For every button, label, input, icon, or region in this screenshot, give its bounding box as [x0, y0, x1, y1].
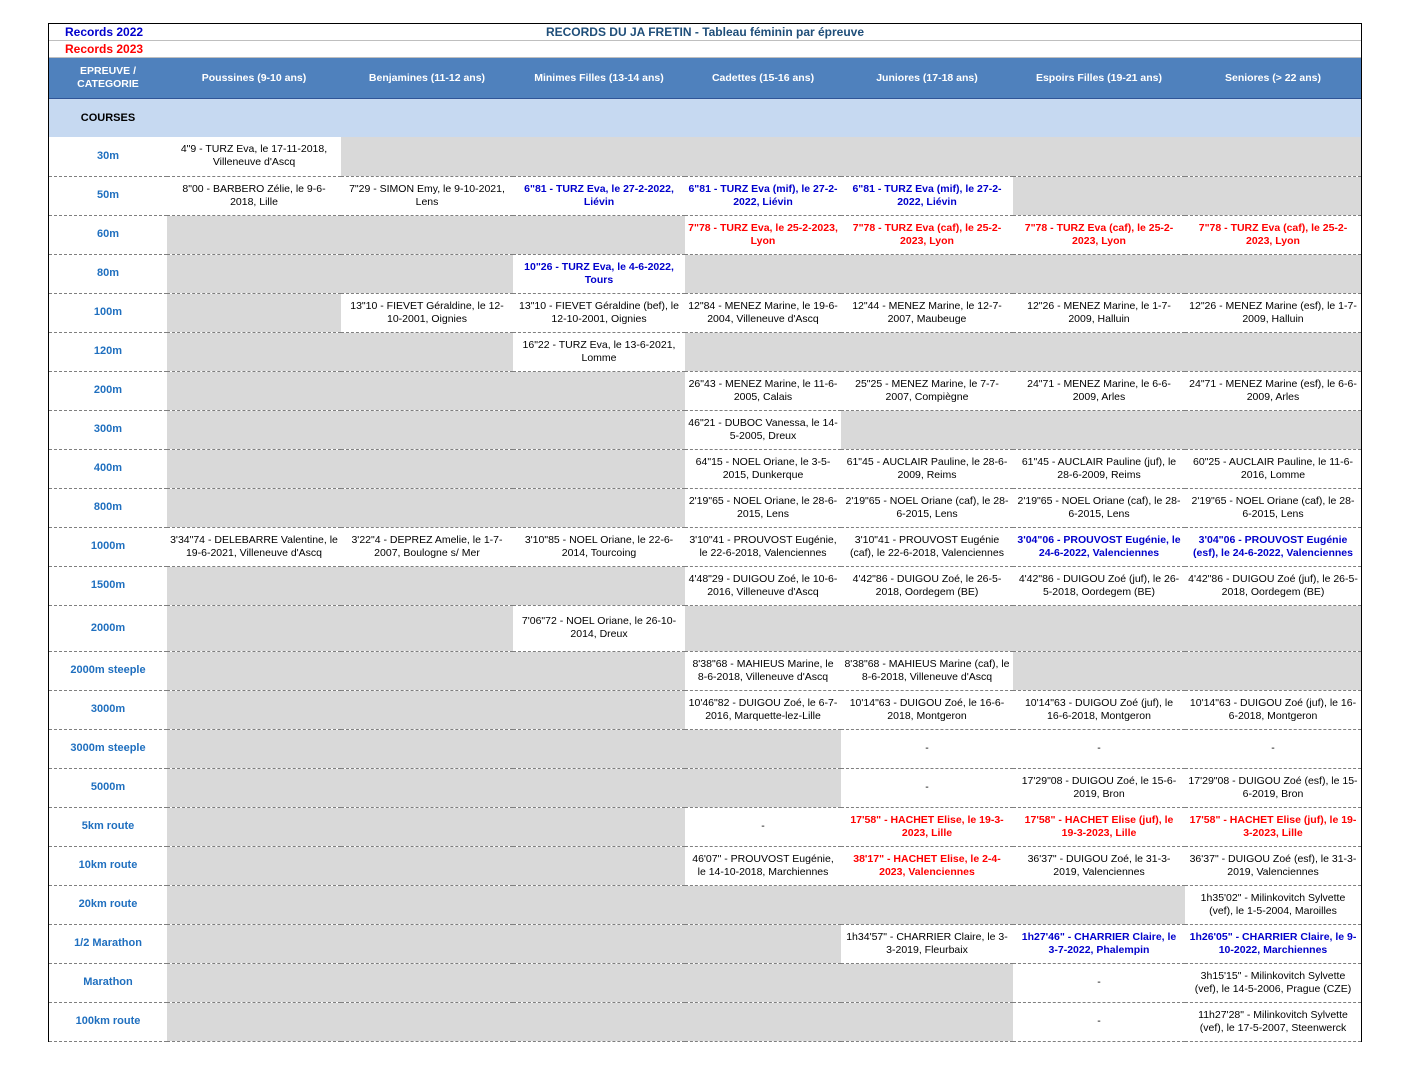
header-category: Poussines (9-10 ans) [167, 58, 341, 99]
record-cell: 4'42"86 - DUIGOU Zoé (juf), le 26-5-2018, Oordegem (BE) [1185, 566, 1361, 605]
record-cell: 3'04"06 - PROUVOST Eugénie, le 24-6-2022, Valenciennes [1013, 527, 1185, 566]
records-table [49, 58, 1361, 1042]
record-cell: 6"81 - TURZ Eva (mif), le 27-2-2022, Liévin [841, 176, 1013, 215]
record-cell: 13"10 - FIEVET Géraldine (bef), le 12-10-2001, Oignies [513, 293, 685, 332]
record-cell: 2'19"65 - NOEL Oriane, le 28-6-2015, Lens [685, 488, 841, 527]
title-row [49, 24, 1361, 41]
empty-cell [1185, 651, 1361, 690]
empty-cell [1013, 176, 1185, 215]
record-cell: 3h15'15" - Milinkovitch Sylvette (vef), le 14-5-2006, Prague (CZE) [1185, 963, 1361, 1002]
record-cell: 12"26 - MENEZ Marine (esf), le 1-7-2009, Halluin [1185, 293, 1361, 332]
event-name: 60m [49, 215, 167, 254]
event-row [49, 332, 1361, 371]
event-row [49, 885, 1361, 924]
empty-cell [341, 690, 513, 729]
header-row [49, 58, 1361, 99]
record-cell: - [685, 807, 841, 846]
empty-cell [341, 924, 513, 963]
header-category: Juniores (17-18 ans) [841, 58, 1013, 99]
empty-cell [513, 807, 685, 846]
empty-cell [513, 566, 685, 605]
event-name: 800m [49, 488, 167, 527]
empty-cell [167, 924, 341, 963]
empty-cell [685, 885, 841, 924]
event-name: 3000m [49, 690, 167, 729]
event-row [49, 846, 1361, 885]
record-cell: 36'37" - DUIGOU Zoé, le 31-3-2019, Valenciennes [1013, 846, 1185, 885]
record-cell: 3'34"74 - DELEBARRE Valentine, le 19-6-2021, Villeneuve d'Ascq [167, 527, 341, 566]
record-cell: 8"00 - BARBERO Zélie, le 9-6-2018, Lille [167, 176, 341, 215]
empty-cell [167, 963, 341, 1002]
event-name: 1000m [49, 527, 167, 566]
empty-cell [841, 332, 1013, 371]
record-cell: 3'10"41 - PROUVOST Eugénie, le 22-6-2018, Valenciennes [685, 527, 841, 566]
record-cell: 10'14"63 - DUIGOU Zoé, le 16-6-2018, Montgeron [841, 690, 1013, 729]
records-sheet [48, 23, 1362, 1042]
record-cell: 7"78 - TURZ Eva, le 25-2-2023, Lyon [685, 215, 841, 254]
empty-cell [1013, 254, 1185, 293]
record-cell: 17'58" - HACHET Elise, le 19-3-2023, Lille [841, 807, 1013, 846]
event-name: 5km route [49, 807, 167, 846]
section-courses: COURSES [49, 99, 167, 138]
record-cell: 61"45 - AUCLAIR Pauline (juf), le 28-6-2009, Reims [1013, 449, 1185, 488]
empty-cell [513, 690, 685, 729]
record-cell: 60"25 - AUCLAIR Pauline, le 11-6-2016, Lomme [1185, 449, 1361, 488]
record-cell: 17'29"08 - DUIGOU Zoé, le 15-6-2019, Bron [1013, 768, 1185, 807]
empty-cell [1013, 332, 1185, 371]
empty-cell [1185, 137, 1361, 176]
empty-cell [167, 768, 341, 807]
empty-cell [341, 1002, 513, 1041]
header-category: Cadettes (15-16 ans) [685, 58, 841, 99]
legend-records-2023: Records 2023 [65, 42, 144, 56]
empty-cell [341, 605, 513, 651]
empty-cell [841, 137, 1013, 176]
empty-cell [513, 651, 685, 690]
header-category: Seniores (> 22 ans) [1185, 58, 1361, 99]
empty-cell [167, 729, 341, 768]
record-cell: 7'06"72 - NOEL Oriane, le 26-10-2014, Dreux [513, 605, 685, 651]
empty-cell [513, 488, 685, 527]
event-name: 3000m steeple [49, 729, 167, 768]
empty-cell [841, 1002, 1013, 1041]
empty-cell [341, 807, 513, 846]
event-row [49, 137, 1361, 176]
event-name: 2000m steeple [49, 651, 167, 690]
empty-cell [167, 1002, 341, 1041]
section-row [49, 99, 1361, 138]
event-row [49, 488, 1361, 527]
event-row [49, 768, 1361, 807]
empty-cell [167, 690, 341, 729]
record-cell: 1h34'57" - CHARRIER Claire, le 3-3-2019, Fleurbaix [841, 924, 1013, 963]
record-cell: - [841, 768, 1013, 807]
empty-cell [167, 605, 341, 651]
record-cell: - [1013, 963, 1185, 1002]
empty-cell [685, 332, 841, 371]
empty-cell [513, 885, 685, 924]
empty-cell [513, 924, 685, 963]
event-row [49, 254, 1361, 293]
record-cell: 17'58" - HACHET Elise (juf), le 19-3-2023, Lille [1185, 807, 1361, 846]
event-row [49, 410, 1361, 449]
record-cell: 64"15 - NOEL Oriane, le 3-5-2015, Dunkerque [685, 449, 841, 488]
record-cell: 3'10"85 - NOEL Oriane, le 22-6-2014, Tourcoing [513, 527, 685, 566]
empty-cell [167, 566, 341, 605]
empty-cell [1185, 605, 1361, 651]
event-name: 1500m [49, 566, 167, 605]
empty-cell [167, 846, 341, 885]
empty-cell [513, 449, 685, 488]
record-cell: 46'07" - PROUVOST Eugénie, le 14-10-2018, Marchiennes [685, 846, 841, 885]
header-category: Espoirs Filles (19-21 ans) [1013, 58, 1185, 99]
empty-cell [1013, 605, 1185, 651]
legend-records-2022: Records 2022 [65, 25, 144, 39]
event-row [49, 924, 1361, 963]
empty-cell [841, 254, 1013, 293]
empty-cell [1013, 410, 1185, 449]
record-cell: - [1013, 729, 1185, 768]
empty-cell [685, 729, 841, 768]
event-row [49, 729, 1361, 768]
header-category: Minimes Filles (13-14 ans) [513, 58, 685, 99]
event-row [49, 807, 1361, 846]
record-cell: 8'38"68 - MAHIEUS Marine (caf), le 8-6-2018, Villeneuve d'Ascq [841, 651, 1013, 690]
empty-cell [167, 651, 341, 690]
record-cell: 17'29"08 - DUIGOU Zoé (esf), le 15-6-2019, Bron [1185, 768, 1361, 807]
empty-cell [341, 566, 513, 605]
empty-cell [341, 885, 513, 924]
record-cell: 8'38"68 - MAHIEUS Marine, le 8-6-2018, Villeneuve d'Ascq [685, 651, 841, 690]
empty-cell [1185, 176, 1361, 215]
record-cell: 10'14"63 - DUIGOU Zoé (juf), le 16-6-2018, Montgeron [1013, 690, 1185, 729]
event-name: 1/2 Marathon [49, 924, 167, 963]
record-cell: 1h26'05" - CHARRIER Claire, le 9-10-2022, Marchiennes [1185, 924, 1361, 963]
event-row [49, 605, 1361, 651]
record-cell: 38'17" - HACHET Elise, le 2-4-2023, Valenciennes [841, 846, 1013, 885]
empty-cell [341, 729, 513, 768]
empty-cell [685, 254, 841, 293]
empty-cell [341, 846, 513, 885]
header-epreuve-categorie: EPREUVE / CATEGORIE [49, 58, 167, 99]
record-cell: 4'42"86 - DUIGOU Zoé, le 26-5-2018, Oordegem (BE) [841, 566, 1013, 605]
record-cell: 7"78 - TURZ Eva (caf), le 25-2-2023, Lyon [1013, 215, 1185, 254]
empty-cell [341, 449, 513, 488]
record-cell: 1h27'46" - CHARRIER Claire, le 3-7-2022, Phalempin [1013, 924, 1185, 963]
record-cell: 4"9 - TURZ Eva, le 17-11-2018, Villeneuve d'Ascq [167, 137, 341, 176]
empty-cell [685, 924, 841, 963]
empty-cell [341, 488, 513, 527]
record-cell: 2'19"65 - NOEL Oriane (caf), le 28-6-2015, Lens [841, 488, 1013, 527]
empty-cell [513, 963, 685, 1002]
empty-cell [167, 488, 341, 527]
empty-cell [513, 215, 685, 254]
record-cell: 36'37" - DUIGOU Zoé (esf), le 31-3-2019, Valenciennes [1185, 846, 1361, 885]
empty-cell [1013, 137, 1185, 176]
record-cell: - [841, 729, 1013, 768]
record-cell: - [1185, 729, 1361, 768]
record-cell: 3'04"06 - PROUVOST Eugénie (esf), le 24-6-2022, Valenciennes [1185, 527, 1361, 566]
empty-cell [513, 371, 685, 410]
record-cell: 24"71 - MENEZ Marine, le 6-6-2009, Arles [1013, 371, 1185, 410]
empty-cell [513, 768, 685, 807]
empty-cell [341, 651, 513, 690]
event-row [49, 371, 1361, 410]
record-cell: 10'46"82 - DUIGOU Zoé, le 6-7-2016, Marquette-lez-Lille [685, 690, 841, 729]
record-cell: 1h35'02" - Milinkovitch Sylvette (vef), le 1-5-2004, Maroilles [1185, 885, 1361, 924]
event-name: 10km route [49, 846, 167, 885]
section-fill [167, 99, 1361, 138]
empty-cell [513, 729, 685, 768]
empty-cell [1185, 254, 1361, 293]
empty-cell [167, 885, 341, 924]
record-cell: 12"26 - MENEZ Marine, le 1-7-2009, Halluin [1013, 293, 1185, 332]
event-row [49, 527, 1361, 566]
header-category: Benjamines (11-12 ans) [341, 58, 513, 99]
empty-cell [167, 410, 341, 449]
empty-cell [341, 332, 513, 371]
empty-cell [341, 410, 513, 449]
event-name: 200m [49, 371, 167, 410]
empty-cell [685, 768, 841, 807]
record-cell: 12"84 - MENEZ Marine, le 19-6-2004, Villeneuve d'Ascq [685, 293, 841, 332]
empty-cell [685, 963, 841, 1002]
record-cell: 4'42"86 - DUIGOU Zoé (juf), le 26-5-2018, Oordegem (BE) [1013, 566, 1185, 605]
record-cell: 24"71 - MENEZ Marine (esf), le 6-6-2009, Arles [1185, 371, 1361, 410]
event-name: 30m [49, 137, 167, 176]
record-cell: 7"78 - TURZ Eva (caf), le 25-2-2023, Lyon [841, 215, 1013, 254]
record-cell: 7"78 - TURZ Eva (caf), le 25-2-2023, Lyon [1185, 215, 1361, 254]
empty-cell [167, 449, 341, 488]
record-cell: - [1013, 1002, 1185, 1041]
empty-cell [341, 254, 513, 293]
empty-cell [167, 332, 341, 371]
event-name: 5000m [49, 768, 167, 807]
record-cell: 6"81 - TURZ Eva (mif), le 27-2-2022, Liévin [685, 176, 841, 215]
event-row [49, 690, 1361, 729]
legend-row [49, 41, 1361, 58]
empty-cell [167, 371, 341, 410]
empty-cell [341, 137, 513, 176]
empty-cell [167, 215, 341, 254]
record-cell: 12"44 - MENEZ Marine, le 12-7-2007, Maubeuge [841, 293, 1013, 332]
record-cell: 10'14"63 - DUIGOU Zoé (juf), le 16-6-2018, Montgeron [1185, 690, 1361, 729]
event-name: 300m [49, 410, 167, 449]
record-cell: 26"43 - MENEZ Marine, le 11-6-2005, Calais [685, 371, 841, 410]
event-name: 400m [49, 449, 167, 488]
record-cell: 4'48"29 - DUIGOU Zoé, le 10-6-2016, Villeneuve d'Ascq [685, 566, 841, 605]
event-name: 100m [49, 293, 167, 332]
event-row [49, 963, 1361, 1002]
empty-cell [341, 371, 513, 410]
empty-cell [341, 215, 513, 254]
event-name: 20km route [49, 885, 167, 924]
empty-cell [513, 1002, 685, 1041]
empty-cell [685, 137, 841, 176]
empty-cell [841, 410, 1013, 449]
record-cell: 17'58" - HACHET Elise (juf), le 19-3-2023, Lille [1013, 807, 1185, 846]
event-row [49, 566, 1361, 605]
empty-cell [167, 254, 341, 293]
event-name: 120m [49, 332, 167, 371]
empty-cell [341, 963, 513, 1002]
empty-cell [513, 846, 685, 885]
record-cell: 6"81 - TURZ Eva, le 27-2-2022, Liévin [513, 176, 685, 215]
event-row [49, 176, 1361, 215]
record-cell: 10"26 - TURZ Eva, le 4-6-2022, Tours [513, 254, 685, 293]
empty-cell [1185, 332, 1361, 371]
record-cell: 3'10"41 - PROUVOST Eugénie (caf), le 22-6-2018, Valenciennes [841, 527, 1013, 566]
empty-cell [341, 768, 513, 807]
event-row [49, 1002, 1361, 1041]
empty-cell [841, 963, 1013, 1002]
event-name: 80m [49, 254, 167, 293]
empty-cell [841, 605, 1013, 651]
record-cell: 25"25 - MENEZ Marine, le 7-7-2007, Compiègne [841, 371, 1013, 410]
empty-cell [167, 807, 341, 846]
record-cell: 13"10 - FIEVET Géraldine, le 12-10-2001, Oignies [341, 293, 513, 332]
empty-cell [685, 1002, 841, 1041]
record-cell: 16"22 - TURZ Eva, le 13-6-2021, Lomme [513, 332, 685, 371]
sheet-title: RECORDS DU JA FRETIN - Tableau féminin par épreuve [545, 25, 865, 39]
event-name: 100km route [49, 1002, 167, 1041]
record-cell: 11h27'28" - Milinkovitch Sylvette (vef), le 17-5-2007, Steenwerck [1185, 1002, 1361, 1041]
record-cell: 2'19"65 - NOEL Oriane (caf), le 28-6-2015, Lens [1185, 488, 1361, 527]
record-cell: 46"21 - DUBOC Vanessa, le 14-5-2005, Dreux [685, 410, 841, 449]
event-name: 2000m [49, 605, 167, 651]
event-name: 50m [49, 176, 167, 215]
empty-cell [685, 605, 841, 651]
empty-cell [1013, 651, 1185, 690]
event-name: Marathon [49, 963, 167, 1002]
empty-cell [513, 410, 685, 449]
record-cell: 3'22"4 - DEPREZ Amelie, le 1-7-2007, Boulogne s/ Mer [341, 527, 513, 566]
empty-cell [1013, 885, 1185, 924]
event-row [49, 651, 1361, 690]
empty-cell [841, 885, 1013, 924]
empty-cell [167, 293, 341, 332]
empty-cell [1185, 410, 1361, 449]
event-row [49, 449, 1361, 488]
record-cell: 61"45 - AUCLAIR Pauline, le 28-6-2009, Reims [841, 449, 1013, 488]
empty-cell [513, 137, 685, 176]
event-row [49, 215, 1361, 254]
record-cell: 2'19"65 - NOEL Oriane (caf), le 28-6-2015, Lens [1013, 488, 1185, 527]
record-cell: 7"29 - SIMON Emy, le 9-10-2021, Lens [341, 176, 513, 215]
event-row [49, 293, 1361, 332]
